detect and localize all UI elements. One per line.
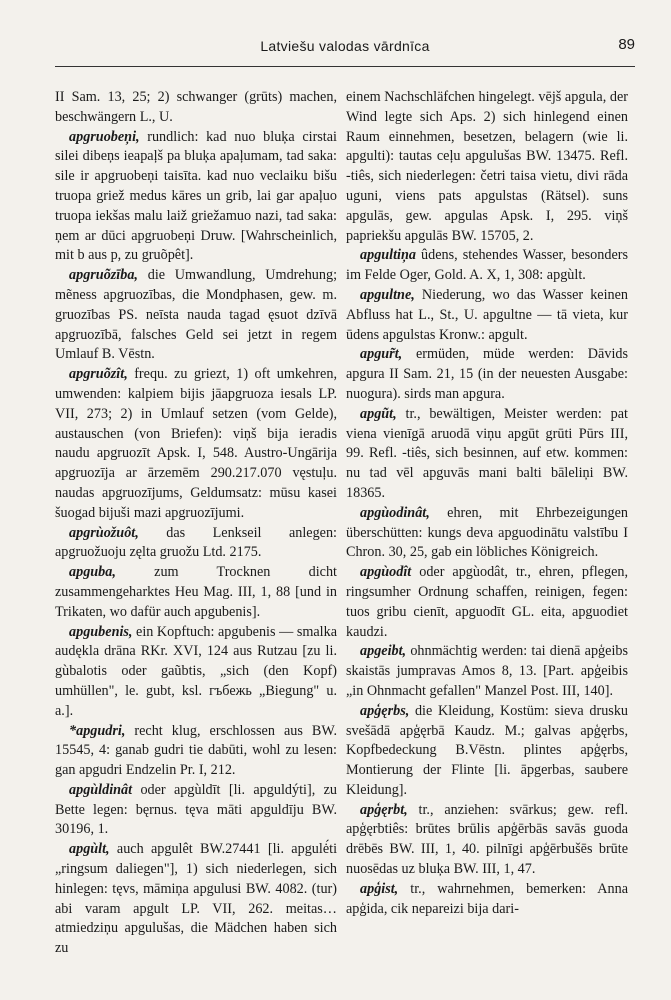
dictionary-entry bbox=[55, 840, 337, 959]
dictionary-entry bbox=[346, 286, 628, 345]
dictionary-entry bbox=[346, 642, 628, 701]
entry-headword: apgruobeņi, bbox=[69, 128, 140, 145]
dictionary-entry bbox=[55, 563, 337, 622]
dictionary-entry bbox=[346, 702, 628, 801]
dictionary-entry bbox=[346, 504, 628, 563]
entry-headword: apgùodît bbox=[360, 564, 412, 581]
entry-headword: apgruõzība, bbox=[69, 267, 138, 284]
entry-headword: apgeibt, bbox=[360, 643, 407, 660]
entry-text: zum Trocknen dicht zusammengeharktes Heu Mag. III, 1, 88 [und in Trikaten, wo dafür auch apgubenis]. bbox=[55, 564, 337, 620]
entry-text: II Sam. 13, 25; 2) schwanger (grūts) machen, beschwängern L., U. bbox=[55, 89, 337, 125]
dictionary-entry bbox=[346, 801, 628, 880]
dictionary-entry bbox=[346, 246, 628, 286]
entry-headword: apgruõzît, bbox=[69, 366, 128, 383]
entry-text: frequ. zu griezt, 1) oft umkehren, umwenden: kalpiem bijis jāapgruoza iesals LP. VII, 273; 2) in Umlauf setzen (vom Gelde), austauschen (von Briefen): viņš bija ieradis naudu apgruozīt Apsk. I, 548. Austro-Ungārija apgruozīja ar ārzemēm 290.217.070 vęstuļu. naudas apgruozījums, Geldumsatz: mūsu kasei šuogad bijuši mazi apgruozījumi. bbox=[55, 366, 337, 521]
entry-headword: apģęrbs, bbox=[360, 702, 410, 719]
running-title: Latviešu valodas vārdnīca bbox=[260, 38, 430, 54]
entry-headword: apģęrbt, bbox=[360, 801, 408, 818]
entry-text: auch apgulêt BW.27441 [li. apgulė́ti „ringsum daliegen"], 1) sich niederlegen, sich hinlegen: tęvs, māmiņa apgulusi BW. 4082. (tur) abi varam apgult LP. VII, 262. meitas… atmiedziņu apgulušas, die Mädchen haben sich zu bbox=[55, 841, 338, 957]
entry-headword: apguba, bbox=[69, 564, 116, 581]
dictionary-entry bbox=[346, 880, 628, 920]
dictionary-entry bbox=[346, 563, 628, 642]
dictionary-entry bbox=[346, 405, 628, 504]
dictionary-entry bbox=[55, 266, 337, 365]
entry-text: rundlich: kad nuo bluķa cirstai silei dibeņs ieapaļš pa bluķa apaļumam, tad saka: sile ir apgruobeņi taisīta. kad nuo veclaiku bišu truopa griež medus kāres un grib, lai gar apaļuo truopa iekšas malu laiž griežamuo nazi, tad saka: ņem ar dūci apgruobeņi Druw. [Wahrscheinlich, mit b aus p, zu gruõpêt]. bbox=[55, 128, 337, 264]
entry-headword: apgur̃t, bbox=[360, 346, 403, 363]
entry-headword: apgrùožuôt, bbox=[69, 524, 139, 541]
dictionary-entry bbox=[55, 128, 337, 267]
entry-text: tr., bewältigen, Meister werden: pat vienа vienīgā aruodā viņu apgūt grūti Pūrs III, 99. Refl. -tiês, sich besinnen, auf etw. kommen: nu tad vēl apguvās mani balti bāleliņi BW. 18365. bbox=[346, 405, 628, 501]
page-header bbox=[55, 38, 635, 60]
entry-headword: apgũt, bbox=[360, 405, 397, 422]
entry-headword: apgultiņa bbox=[360, 247, 416, 264]
dictionary-entry bbox=[346, 345, 628, 404]
entry-text: einem Nachschläfchen hingelegt. vējš apgula, der Wind legte sich Aps. 2) sich hinlegend einen Raum einnehmen, besetzen, belagern (wie li. apgulti): tautas ceļu apgulušas BW. 13475. Refl. -tiês, sich niederlegen: četri taisa vietu, divi rāda uguni, viens pats apgulstas (Rätsel). suns apgulās, gew. apgulas Apsk. I, 295. viņš papriekšu apgulās BW. 15705, 2. bbox=[346, 89, 628, 244]
entry-headword: apgùldinât bbox=[69, 781, 133, 798]
entry-text: Niederung, wo das Wasser keinen Abfluss hat L., St., U. apgultne — tā vieta, kur ūdens apgulstas Kronw.: apgult. bbox=[346, 286, 629, 343]
entry-text: tr., wahrnehmen, bemerken: Anna apģida, cik nepareizi bija dari- bbox=[346, 880, 629, 917]
entry-text: oder apgùodât, tr., ehren, pflegen, ringsumher Ordnung schaffen, reinigen, fegen: tuos gribu cienīt, apguodīt GL. eita, apguodiet kaudzi. bbox=[346, 564, 629, 640]
entry-headword: apgùodinât, bbox=[360, 504, 430, 521]
page-number: 89 bbox=[618, 36, 635, 53]
dictionary-entry bbox=[55, 781, 337, 840]
entry-text: oder apgùldīt [li. apguldýti], zu Bette legen: bęrnus. tęva māti apguldīju BW. 30196, 1. bbox=[55, 781, 337, 838]
dictionary-entry bbox=[55, 722, 337, 781]
entry-text: die Umwandlung, Umdrehung; mẽness apgruozības, die Mondphasen, gew. m. gruozības PS. neīsta nauda tagad ęsuot dzīvā apgruozībā, falsches Geld sei jetzt in regem Umlauf B. Vēstn. bbox=[55, 267, 338, 363]
entry-text: das Lenkseil anlegen: apgruožuoju zęlta gruožu Ltd. 2175. bbox=[55, 524, 337, 561]
entry-headword: apgultne, bbox=[360, 286, 415, 303]
right-column bbox=[346, 88, 628, 919]
entry-text: ohnmächtig werden: tai dienā apģeibs skaistās jumpravas Amos 8, 13. [Part. apģeibis „in Ohnmacht gefallen" Manzel Post. III, 140]. bbox=[346, 643, 629, 699]
entry-headword: apģist, bbox=[360, 880, 399, 897]
dictionary-entry bbox=[55, 365, 337, 523]
entry-headword: apgùlt, bbox=[69, 841, 110, 858]
entry-text: recht klug, erschlossen aus BW. 15545, 4: ganab gudri tie dabūti, wohl zu lesen: gan apgudri Endzelin Pr. I, 212. bbox=[55, 722, 337, 779]
entry-text: ehren, mit Ehrbezeigungen überschütten: kungs deva apguodinātu valstību I Chron. 30, 25, gab ein löbliches Königreich. bbox=[346, 504, 628, 561]
entry-text: ein Kopftuch: apgubenis — smalka audęklа drāna RKr. XVI, 124 aus Rutzau [zu li. gùbalotis oder gaũbtis, „sich (den Kopf) umhüllen", le. gubt, ksl. гъбежь „Biegung" u. a.]. bbox=[55, 623, 338, 719]
left-column bbox=[55, 88, 337, 959]
entry-text: ermüden, müde werden: Dāvids apgura II Sam. 21, 15 (in der neuesten Ausgabe: nuogura). sirds man apgura. bbox=[346, 346, 629, 402]
dictionary-entry bbox=[55, 88, 337, 128]
entry-text: die Kleidung, Kostüm: sieva drusku svešādā apģęrbā Kaudz. M.; galvas apģęrbs, Kopfbedeckung B.Vēstn. plintes apģęrbs, Montierung der Flinte [li. āpgerbas, saubere Kleidung]. bbox=[346, 702, 629, 798]
entry-text: tr., anziehen: svārkus; gew. refl. apģęrbtiês: brūtes brūlis apģērbās savās guoda drēbēs BW. III, 1, 40. pilnīgi apģērbušēs brūte nuosēdas uz bluķa BW. III, 1, 47. bbox=[346, 801, 628, 878]
entry-text: ûdens, stehendes Wasser, besonders im Felde Oger, Gold. A. X, 1, 308: apgùlt. bbox=[346, 247, 628, 284]
dictionary-entry bbox=[346, 88, 628, 246]
dictionary-entry bbox=[55, 524, 337, 564]
entry-headword: apgubenis, bbox=[69, 623, 133, 640]
header-rule bbox=[55, 66, 635, 67]
dictionary-entry bbox=[55, 623, 337, 722]
entry-headword: *apgudri, bbox=[69, 722, 126, 739]
